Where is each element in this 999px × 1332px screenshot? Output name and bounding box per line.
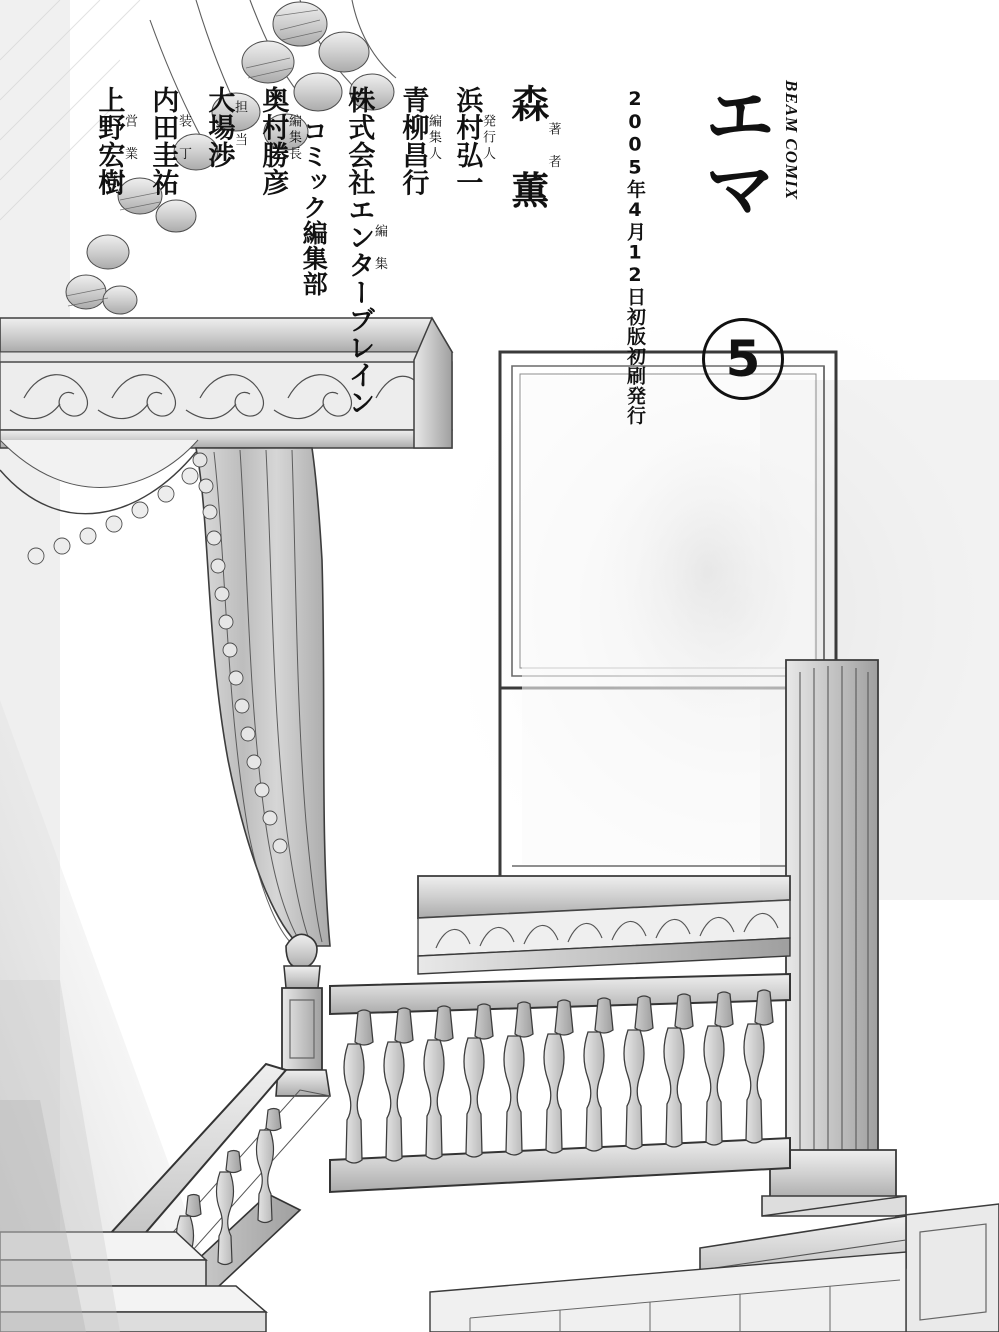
credit-in-charge-label: 担 当 [231,99,247,149]
credit-publisher [452,86,494,196]
credit-author-name: 森 薫 [504,84,549,214]
credit-editing-department-name: コミック編集部 [299,118,329,297]
credit-editor-representative-label: 編集人 [425,113,441,163]
credit-editing-department [299,118,329,297]
series-title: エマ [692,78,776,225]
credit-chief-editor-label: 編集長 [285,113,301,163]
credit-publisher-label: 発行人 [479,113,495,163]
credit-chief-editor-name: 奥村勝彦 [257,86,289,197]
imprint-label: BEAM COMIX [782,80,801,201]
credit-sales-label: 営 業 [121,113,137,163]
credit-publisher-name: 浜村弘一 [451,86,483,197]
credit-chief-editor [258,86,300,196]
credit-sales [94,86,136,196]
credit-book-design-name: 内田圭祐 [147,86,179,197]
credit-book-design [148,86,190,196]
credit-editing-label: 編 集 [371,223,387,273]
credit-author [506,84,560,214]
credit-editor-representative-name: 青柳昌行 [397,86,429,197]
volume-number: 5 [702,318,784,400]
credit-in-charge-name: 大場渉 [203,86,235,169]
credit-book-design-label: 装 丁 [175,113,191,163]
credit-editing-company: 株式会社エンターブレイン [343,86,375,417]
credit-editing [344,86,386,416]
publication-date: 2005年4月12日初版初刷発行 [624,88,646,426]
credit-author-label: 著 者 [545,121,561,171]
credit-sales-name: 上野宏樹 [93,86,125,197]
credit-editor-representative [398,86,440,196]
credit-in-charge [204,86,246,169]
